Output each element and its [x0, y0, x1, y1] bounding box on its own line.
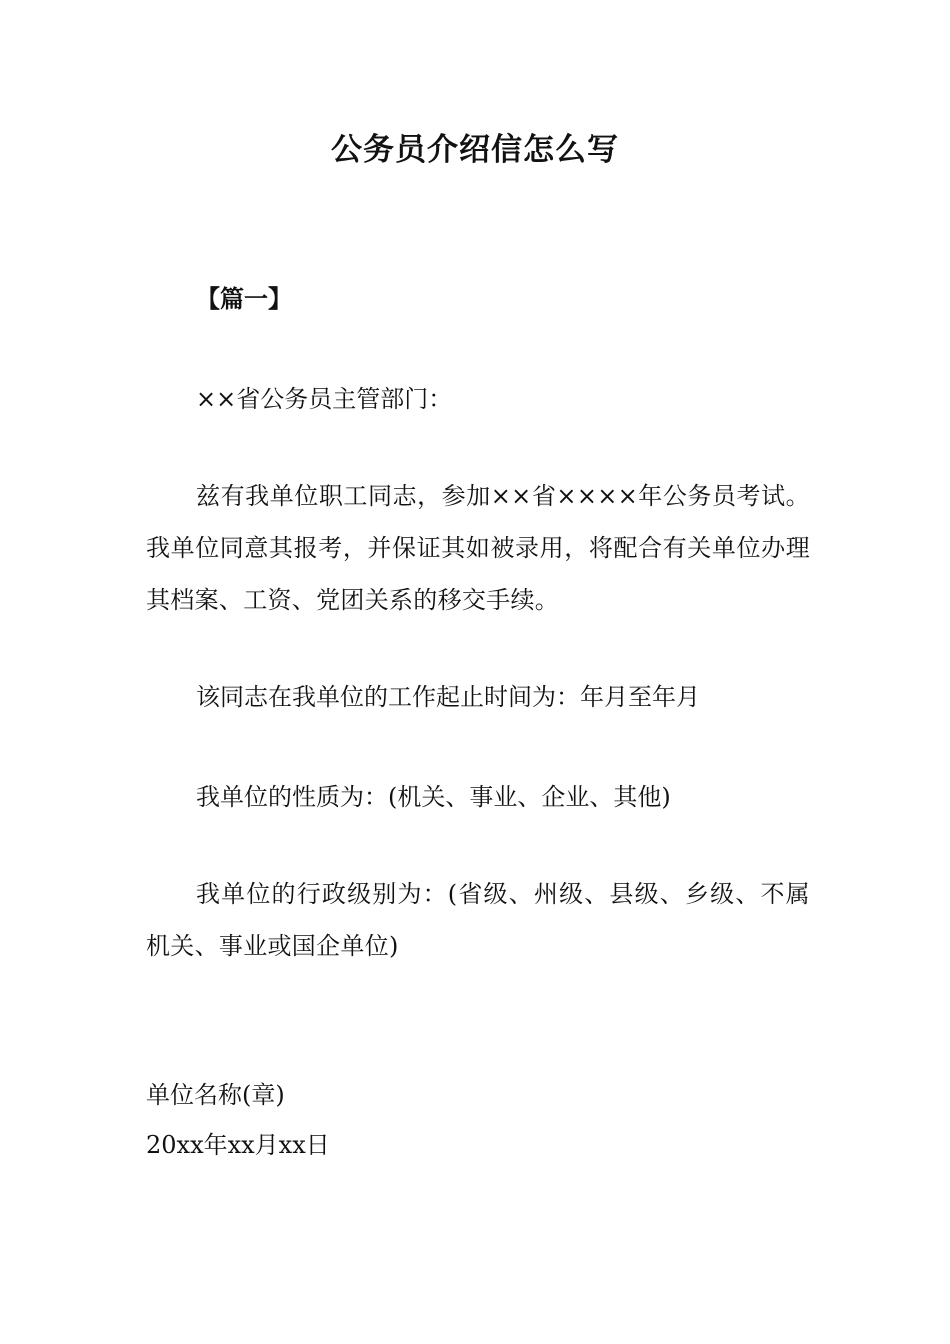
section-label: 【篇一】	[196, 285, 292, 313]
addressee-line: ××省公务员主管部门：	[196, 385, 453, 413]
document-title: 公务员介绍信怎么写	[331, 132, 619, 168]
body-paragraph-4: 我单位的行政级别为：(省级、州级、县级、乡级、不属机关、事业或国企单位)	[146, 880, 810, 960]
body-paragraph-1: 兹有我单位职工同志，参加××省××××年公务员考试。我单位同意其报考，并保证其如被录用，将配合有关单位办理其档案、工资、党团关系的移交手续。	[146, 482, 810, 614]
body-paragraph-2: 该同志在我单位的工作起止时间为：年月至年月	[196, 683, 700, 711]
body-paragraph-3: 我单位的性质为：(机关、事业、企业、其他)	[196, 783, 671, 811]
signature-unit-name: 单位名称(章)	[146, 1081, 285, 1109]
signature-date: 20xx年xx月xx日	[146, 1131, 330, 1159]
